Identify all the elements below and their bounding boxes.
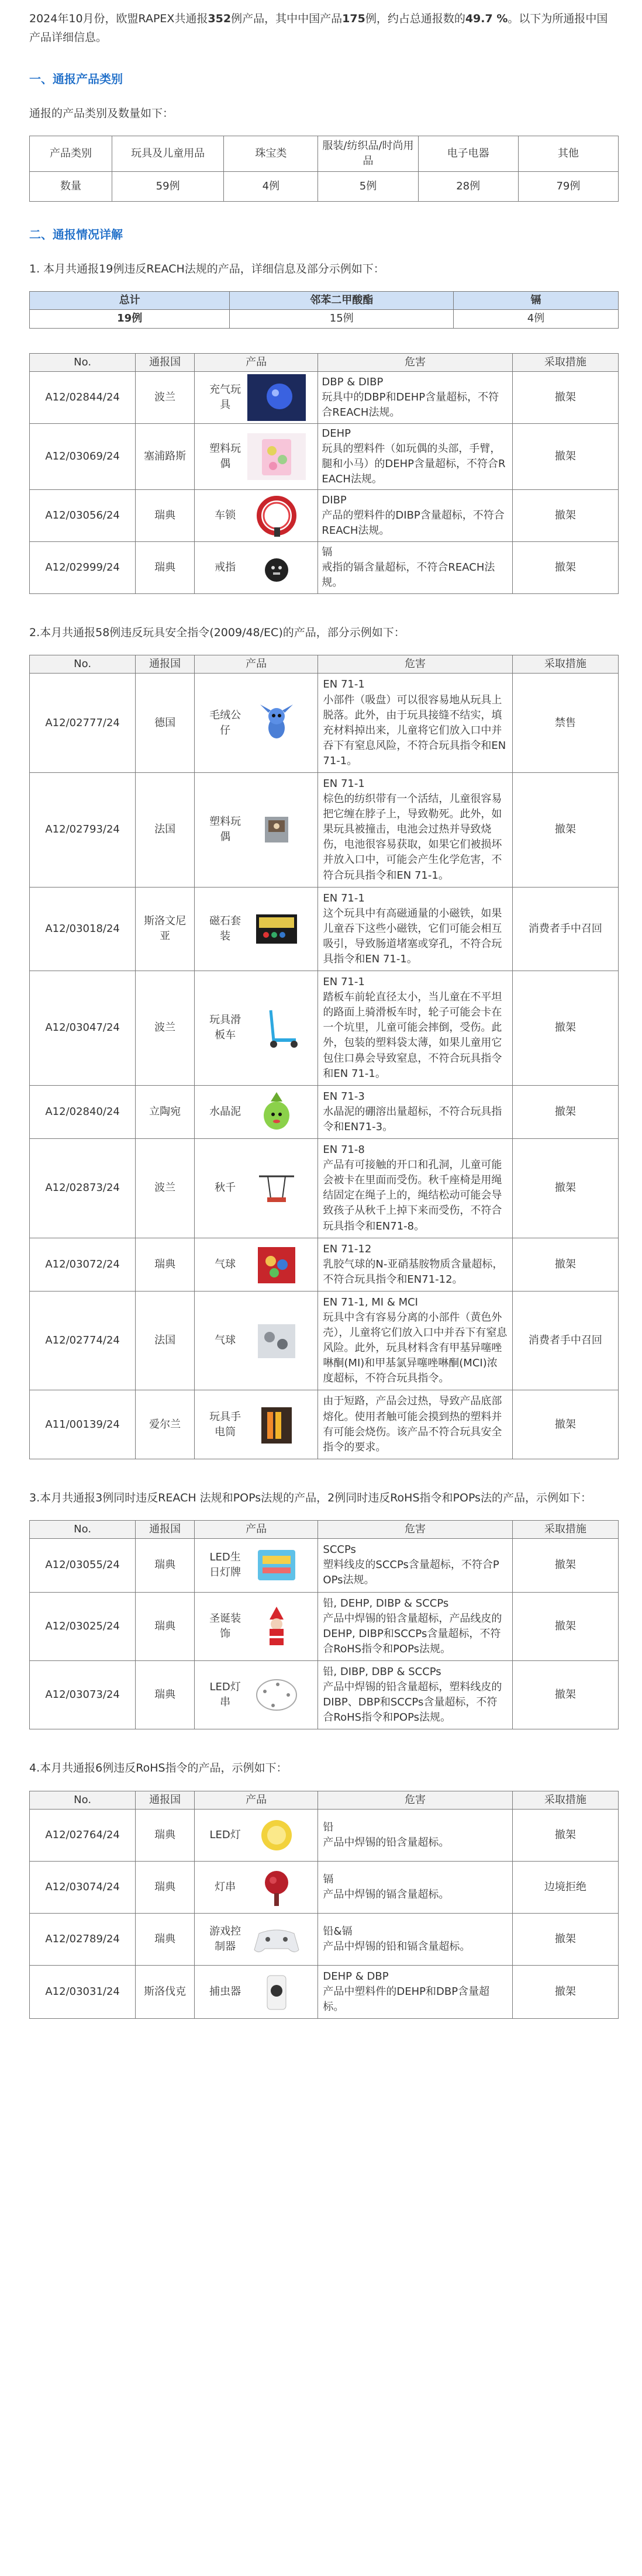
product-cell [194,371,317,423]
hazard-description: 小部件（吸盘）可以很容易地从玩具上脱落。此外，由于玩具接缝不结实，填充材料掉出来，儿童将它们放入口中并吞下有窒息风险，不符合玩具指令和EN 71-1。 [323,693,506,767]
summary-phthalates: 15例 [230,310,454,328]
notifying-country: 波兰 [136,1139,195,1238]
category-count: 4例 [224,172,318,202]
product-cell [194,1592,317,1660]
hazard-title: 镉 [323,1873,334,1886]
intro-text-2: 例产品，其中中国产品 [231,12,343,25]
table-row [30,542,619,594]
product-name: 戒指 [215,561,236,574]
column-header-measure: 采取措施 [512,1521,618,1539]
hazard-description: 玩具中含有容易分离的小部件（黄色外壳），儿童将它们放入口中并吞下有窒息风险。此外，玩具材料含有甲基异噻唑啉酮(MI)和甲基氯异噻唑啉酮(MCI)浓度超标，不符合玩具指令。 [323,1311,508,1385]
notifying-country: 法国 [136,772,195,887]
column-header-product: 产品 [194,353,317,371]
hazard-title: DEHP [322,427,351,440]
notifying-country: 塞浦路斯 [136,423,195,489]
table-row [30,1139,619,1238]
table-row [30,674,619,773]
hazard-description: 产品中焊锡的铅含量超标。 [323,1836,450,1849]
product-name: 水晶泥 [209,1105,241,1118]
china-count: 175 [342,12,365,25]
category-count: 5例 [318,172,418,202]
hazard-cell [318,490,512,542]
product-cell [194,1085,317,1138]
product-cell [194,674,317,773]
measure-taken: 禁售 [512,674,618,773]
rohs-desc: 4.本月共通报6例违反RoHS指令的产品，示例如下： [29,1762,288,1775]
hazard-cell [318,1291,512,1390]
hazard-cell [318,971,512,1086]
product-cell [194,1238,317,1291]
hazard-title: EN 71-1, MI & MCI [323,1296,418,1308]
notifying-country: 瑞典 [136,542,195,594]
swing-icon [247,1165,306,1211]
measure-taken: 边境拒绝 [512,1861,618,1913]
toys-desc: 2.本月共通报58例违反玩具安全指令(2009/48/EC)的产品，部分示例如下： [29,626,405,640]
product-cell [194,1913,317,1965]
insect-trap-icon [247,1969,306,2015]
product-cell [194,490,317,542]
column-header-country: 通报国 [136,655,195,674]
measure-taken: 撤架 [512,1238,618,1291]
hazard-cell [318,674,512,773]
notifying-country: 瑞典 [136,1913,195,1965]
product-name: LED灯串 [209,1680,241,1709]
reach-products-table [29,353,619,594]
notification-number: A12/03072/24 [30,1238,136,1291]
table-row [30,1085,619,1138]
measure-taken: 撤架 [512,542,618,594]
hazard-cell [318,1390,512,1459]
section1-title: 一、通报产品类别 [29,71,123,86]
product-name: LED生日灯牌 [209,1551,241,1579]
table-header-row [30,655,619,674]
notification-number: A12/02793/24 [30,772,136,887]
product-name: 圣诞装饰 [209,1612,241,1640]
reach-desc: 1. 本月共通报19例违反REACH法规的产品，详细信息及部分示例如下： [29,263,385,276]
measure-taken: 撤架 [512,1809,618,1861]
toys-products-table [29,655,619,1459]
hazard-title: DEHP & DBP [323,1970,389,1983]
summary-total: 19例 [30,310,230,328]
notifying-country: 瑞典 [136,1238,195,1291]
table-row [30,371,619,423]
product-cell [194,1809,317,1861]
measure-taken: 撤架 [512,371,618,423]
total-count: 352 [208,12,232,25]
table-row [30,1539,619,1592]
hazard-cell [318,1965,512,2018]
category-name: 电子电器 [418,136,518,171]
notification-number: A12/02774/24 [30,1291,136,1390]
hazard-cell [318,423,512,489]
product-cell [194,542,317,594]
product-name: 塑料玩偶 [209,816,241,844]
category-count-row [30,172,619,202]
hazard-description: 乳胶气球的N-亚硝基胺物质含量超标，不符合玩具指令和EN71-12。 [323,1258,503,1286]
hazard-title: EN 71-3 [323,1090,365,1103]
balloon-pack-icon [247,1317,306,1364]
hazard-cell [318,1861,512,1913]
hazard-description: 棕色的纺织带有一个活结，儿童很容易把它缠在脖子上，导致勒死。此外，如果玩具被撞击，电池会过热并导致烧伤，电池很容易获取，如果它们被损坏并放入口中，可能会产生化学危害，不符合玩具指令和EN 71-1。 [323,793,502,882]
measure-taken: 消费者手中召回 [512,887,618,971]
product-name: 充气玩具 [209,383,241,411]
rohs-products-table [29,1791,619,2019]
product-name: 车锁 [215,509,236,522]
column-header-measure: 采取措施 [512,655,618,674]
notifying-country: 瑞典 [136,1861,195,1913]
notification-number: A12/03073/24 [30,1660,136,1729]
notification-number: A12/03025/24 [30,1592,136,1660]
product-name: 秋千 [215,1182,236,1194]
notifying-country: 瑞典 [136,490,195,542]
notification-number: A12/03047/24 [30,971,136,1086]
notifying-country: 瑞典 [136,1592,195,1660]
hazard-description: 产品中焊锡的铅含量超标，塑料线皮的DIBP、DBP和SCCPs含量超标，不符合RoHS指令和POPs法规。 [323,1680,502,1724]
product-name: LED灯 [209,1828,241,1841]
notifying-country: 爱尔兰 [136,1390,195,1459]
product-cell [194,971,317,1086]
column-header-product: 产品 [194,1521,317,1539]
slime-icon [247,1089,306,1135]
led-string-icon [247,1672,306,1718]
bike-lock-icon [247,492,306,539]
summary-header-total: 总计 [30,292,230,310]
measure-taken: 撤架 [512,1965,618,2018]
notifying-country: 瑞典 [136,1539,195,1592]
column-header-measure: 采取措施 [512,353,618,371]
product-name: 玩具滑板车 [209,1014,241,1042]
column-header-product: 产品 [194,1791,317,1809]
table-row [30,1809,619,1861]
notification-number: A12/03055/24 [30,1539,136,1592]
measure-taken: 撤架 [512,1390,618,1459]
intro-text-1: 2024年10月份，欧盟RAPEX共通报 [29,12,208,25]
column-header-no: No. [30,1791,136,1809]
measure-taken: 撤架 [512,1913,618,1965]
table-row [30,1913,619,1965]
table-header-row [30,1791,619,1809]
led-lamp-icon [247,1812,306,1859]
doll-icon [247,806,306,853]
hazard-title: DBP & DIBP [322,375,384,388]
section2-title: 二、通报情况详解 [29,227,123,242]
column-header-hazard: 危害 [318,655,512,674]
measure-taken: 撤架 [512,772,618,887]
summary-header-phthalates: 邻苯二甲酸酯 [230,292,454,310]
hazard-description: 产品有可接触的开口和孔洞，儿童可能会被卡在里面而受伤。秋千座椅是用绳结固定在绳子上的，绳结松动可能会导致孩子从秋千上掉下来而受伤，不符合玩具指令和EN71-8。 [323,1159,502,1232]
product-cell [194,1539,317,1592]
reach-summary-table [29,291,619,328]
table-row [30,887,619,971]
measure-taken: 撤架 [512,1139,618,1238]
hazard-title: 铅, DEHP, DIBP & SCCPs [323,1597,449,1610]
hazard-cell [318,1139,512,1238]
product-name: 气球 [215,1258,236,1270]
product-cell [194,1660,317,1729]
hazard-description: 产品中塑料件的DEHP和DBP含量超标。 [323,1985,490,2013]
measure-taken: 撤架 [512,971,618,1086]
notification-number: A12/02873/24 [30,1139,136,1238]
hazard-description: 这个玩具中有高磁通量的小磁铁，如果儿童吞下这些小磁铁，它们可能会相互吸引，导致肠道堵塞或穿孔，不符合玩具指令和EN 71-1。 [323,907,502,966]
hazard-title: EN 71-1 [323,777,365,790]
table-header-row [30,1521,619,1539]
category-count: 28例 [418,172,518,202]
hazard-cell [318,1539,512,1592]
product-name: 灯串 [215,1880,236,1893]
product-cell [194,423,317,489]
product-cell [194,1390,317,1459]
hazard-title: SCCPs [323,1543,356,1556]
table-row [30,1965,619,2018]
santa-decoration-icon [247,1603,306,1650]
column-header-hazard: 危害 [318,353,512,371]
product-cell [194,1965,317,2018]
category-table [29,136,619,202]
scooter-icon [247,1004,306,1051]
table-row [30,1660,619,1729]
hazard-cell [318,1660,512,1729]
hazard-title: EN 71-1 [323,976,365,989]
column-header-product: 产品 [194,655,317,674]
measure-taken: 撤架 [512,1539,618,1592]
measure-taken: 消费者手中召回 [512,1291,618,1390]
hazard-cell [318,772,512,887]
notification-number: A12/02840/24 [30,1085,136,1138]
category-count: 数量 [30,172,112,202]
hazard-description: 水晶泥的硼溶出量超标，不符合玩具指令和EN71-3。 [323,1105,502,1133]
notification-number: A12/02789/24 [30,1913,136,1965]
balloon-icon [247,1241,306,1288]
column-header-country: 通报国 [136,1521,195,1539]
hazard-description: 由于短路，产品会过热，导致产品底部熔化。使用者触可能会摸到热的塑料并有可能会烧伤。该产品不符合玩具安全指令的要求。 [323,1395,502,1453]
notification-number: A12/03074/24 [30,1861,136,1913]
table-row [30,971,619,1086]
table-header-row [30,353,619,371]
table-row [30,1291,619,1390]
table-row [30,1390,619,1459]
table-row [30,772,619,887]
measure-taken: 撤架 [512,1660,618,1729]
intro-paragraph [29,9,619,47]
product-name: 游戏控制器 [209,1925,241,1953]
measure-taken: 撤架 [512,1085,618,1138]
column-header-no: No. [30,353,136,371]
column-header-no: No. [30,1521,136,1539]
product-cell [194,772,317,887]
inflatable-toy-icon [247,374,306,421]
hazard-cell [318,371,512,423]
notification-number: A12/02844/24 [30,371,136,423]
hazard-title: EN 71-1 [323,678,365,691]
intro-text-4: 。以下为所通报中国产品详细信息。 [29,12,608,44]
hazard-title: 镉 [322,545,333,558]
ring-icon [247,544,306,591]
product-name: 毛绒公仔 [209,709,241,737]
pops-desc: 3.本月共通报3例同时违反REACH 法规和POPs法规的产品，2例同时违反RoHS指令和POPs法的产品，示例如下： [29,1491,592,1504]
gamepad-icon [247,1916,306,1963]
section1-desc: 通报的产品类别及数量如下： [29,106,174,120]
table-row [30,1592,619,1660]
category-name: 其他 [518,136,618,171]
column-header-country: 通报国 [136,1791,195,1809]
column-header-country: 通报国 [136,353,195,371]
hazard-cell [318,1809,512,1861]
rose-lamp-icon [247,1864,306,1911]
summary-header-cadmium: 镉 [454,292,619,310]
notification-number: A12/02999/24 [30,542,136,594]
product-name: 玩具手电筒 [209,1410,241,1438]
hazard-title: EN 71-12 [323,1242,372,1255]
product-cell [194,887,317,971]
notification-number: A11/00139/24 [30,1390,136,1459]
hazard-description: 产品中焊锡的镉含量超标。 [323,1888,450,1901]
flashlight-icon [247,1401,306,1448]
intro-text-3: 例，约占总通报数的 [365,12,465,25]
table-row [30,423,619,489]
notification-number: A12/02777/24 [30,674,136,773]
notification-number: A12/03018/24 [30,887,136,971]
table-row [30,1861,619,1913]
magnet-set-icon [247,906,306,952]
hazard-description: 踏板车前轮直径太小，当儿童在不平坦的路面上骑滑板车时，轮子可能会卡在一个坑里，儿童可能会摔倒，受伤。此外，包装的塑料袋太薄，如果儿童用它包住口鼻会导致窒息，不符合玩具指令和EN 71-1。 [323,991,502,1080]
summary-cadmium: 4例 [454,310,619,328]
hazard-description: 产品的塑料件的DIBP含量超标，不符合REACH法规。 [322,509,505,537]
plastic-doll-icon [247,433,306,480]
measure-taken: 撤架 [512,1592,618,1660]
notifying-country: 斯洛文尼亚 [136,887,195,971]
hazard-description: 塑料线皮的SCCPs含量超标，不符合POPs法规。 [323,1559,499,1587]
notifying-country: 立陶宛 [136,1085,195,1138]
hazard-description: 玩具的塑料件（如玩偶的头部，手臂，腿和小马）的DEHP含量超标，不符合REACH法规。 [322,442,506,485]
led-sign-icon [247,1542,306,1589]
notifying-country: 波兰 [136,971,195,1086]
notification-number: A12/03056/24 [30,490,136,542]
notifying-country: 瑞典 [136,1660,195,1729]
notifying-country: 德国 [136,674,195,773]
product-name: 磁石套装 [209,914,241,942]
category-name: 玩具及儿童用品 [112,136,223,171]
hazard-description: 产品中焊锡的铅和镉含量超标。 [323,1940,471,1953]
notifying-country: 波兰 [136,371,195,423]
china-percent: 49.7 % [465,12,508,25]
column-header-measure: 采取措施 [512,1791,618,1809]
hazard-cell [318,1085,512,1138]
column-header-hazard: 危害 [318,1791,512,1809]
notification-number: A12/03069/24 [30,423,136,489]
hazard-title: 铅 [323,1821,334,1833]
product-name: 气球 [215,1334,236,1347]
table-row [30,1238,619,1291]
hazard-cell [318,887,512,971]
hazard-cell [318,1913,512,1965]
notifying-country: 法国 [136,1291,195,1390]
hazard-title: EN 71-1 [323,892,365,904]
notification-number: A12/02764/24 [30,1809,136,1861]
product-cell [194,1291,317,1390]
measure-taken: 撤架 [512,490,618,542]
measure-taken: 撤架 [512,423,618,489]
category-count: 59例 [112,172,223,202]
product-name: 塑料玩偶 [209,442,241,470]
category-count: 79例 [518,172,618,202]
column-header-no: No. [30,655,136,674]
notifying-country: 瑞典 [136,1809,195,1861]
table-row [30,490,619,542]
notification-number: A12/03031/24 [30,1965,136,2018]
hazard-title: DIBP [322,493,347,506]
plush-toy-icon [247,700,306,747]
category-name: 服装/纺织品/时尚用品 [318,136,418,171]
category-header-row [30,136,619,171]
column-header-hazard: 危害 [318,1521,512,1539]
hazard-title: 铅&镉 [323,1925,353,1938]
category-name: 珠宝类 [224,136,318,171]
hazard-title: 铅, DIBP, DBP & SCCPs [323,1665,441,1678]
hazard-title: EN 71-8 [323,1144,365,1156]
hazard-description: 玩具中的DBP和DEHP含量超标，不符合REACH法规。 [322,391,499,419]
product-name: 捕虫器 [209,1985,241,1998]
hazard-cell [318,1592,512,1660]
notifying-country: 斯洛伐克 [136,1965,195,2018]
hazard-description: 产品中焊锡的铅含量超标，产品线皮的DEHP, DIBP和SCCPs含量超标，不符合RoHS指令和POPs法规。 [323,1612,502,1655]
hazard-description: 戒指的镉含量超标，不符合REACH法规。 [322,561,495,589]
hazard-cell [318,1238,512,1291]
pops-products-table [29,1520,619,1729]
hazard-cell [318,542,512,594]
category-name: 产品类别 [30,136,112,171]
product-cell [194,1861,317,1913]
product-cell [194,1139,317,1238]
